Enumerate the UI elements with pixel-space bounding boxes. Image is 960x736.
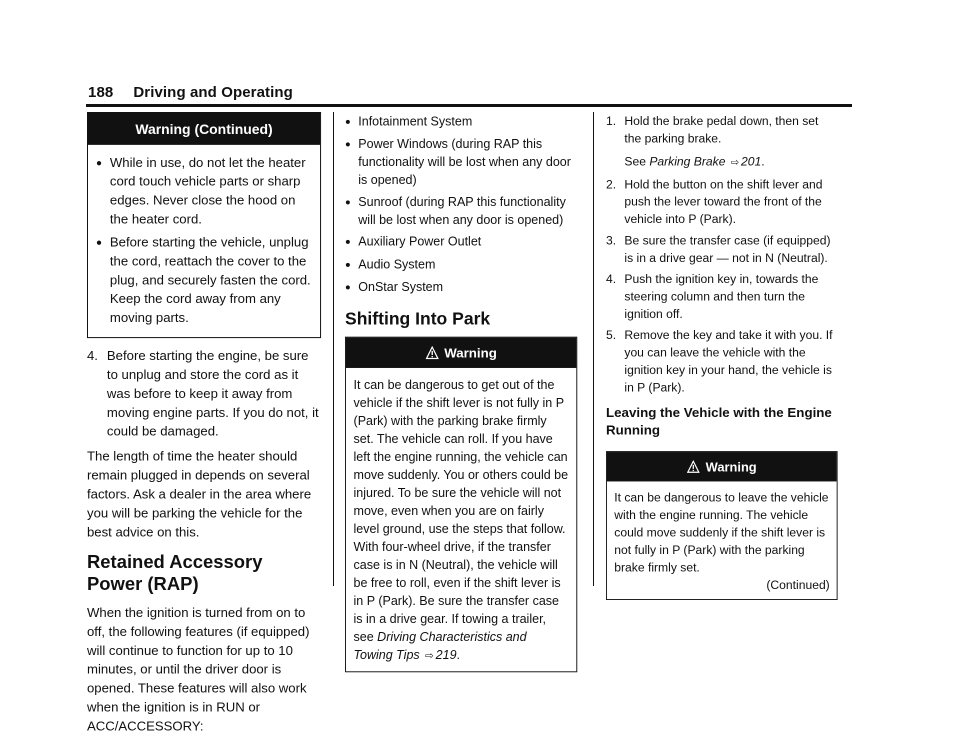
list-item-text: Infotainment System [358, 113, 473, 129]
step-2 [606, 175, 838, 227]
bullet-icon: ● [345, 237, 351, 248]
step-text: Before starting the engine, be sure to unplug and store the cord as it was before to keep it away from moving engine parts. If you do not, it could be damaged. [106, 348, 319, 439]
step-1 [606, 112, 838, 147]
cross-reference[interactable]: Parking Brake [649, 154, 726, 169]
warning-header [607, 452, 837, 481]
warning-title: Warning (Continued) [135, 120, 273, 137]
list-item [345, 193, 577, 229]
warning-box [606, 451, 838, 600]
list-item [345, 255, 577, 274]
warning-body [607, 481, 837, 599]
heater-paragraph: The length of time the heater should remain plugged in depends on several factors. Ask a dealer in the area where you will be parking the vehicle for the best advice on this. [87, 448, 312, 540]
warning-text: It can be dangerous to get out of the vehicle if the shift lever is not fully in P (Park) with the parking brake firmly set. The vehicle can roll. If you have left the engine running, the vehicle can move suddenly. You or others could be injured. To be sure the vehicle will not move, even when you are on fairly level ground, use the steps that follow. With four-wheel drive, if the transfer case is in N (Neutral), the vehicle will be free to roll, even if the shift lever is in P (Park). Be sure the transfer case is in a drive gear. If towing a trailer, see [353, 377, 569, 644]
list-item-text: Audio System [358, 257, 436, 272]
column-2 [345, 112, 577, 672]
park-heading: Shifting Into Park [345, 308, 491, 329]
bullet-icon: ● [345, 282, 351, 294]
page-reference-icon: ⇨ [425, 650, 434, 662]
step-number: 3. [606, 233, 617, 248]
step-number: 5. [606, 327, 617, 342]
warning-triangle-icon [687, 460, 700, 473]
warning-header [88, 113, 320, 145]
column-3 [606, 112, 838, 600]
step-3 [606, 231, 838, 266]
page-reference-icon: ⇨ [730, 157, 740, 169]
see-label: See [624, 154, 646, 169]
list-item-text: Power Windows (during RAP this functionality will be lost when any door is opened) [358, 136, 571, 187]
list-item [345, 278, 577, 297]
bullet-icon: ● [345, 116, 351, 128]
step-text: Hold the brake pedal down, then set the parking brake. [624, 113, 819, 146]
step-text: Hold the button on the shift lever and push the lever toward the front of the vehicle into P (Park). [624, 177, 823, 226]
rap-paragraph: When the ignition is turned from on to off, the following features (if equipped) will continue to function for up to 10 minutes, or until the driver door is opened. These features will also work when the ignition is in RUN or ACC/ACCESSORY: [87, 605, 310, 734]
warning-title: Warning [444, 345, 497, 361]
cross-reference-page[interactable]: 219 [435, 647, 457, 662]
warning-title: Warning [705, 459, 757, 475]
see-reference: See Parking Brake ⇨ 201. [624, 154, 765, 169]
rap-heading: Retained Accessory Power (RAP) [87, 551, 263, 595]
step-number: 4. [87, 348, 98, 363]
page-number: 188 [88, 84, 114, 101]
step-4 [606, 270, 838, 322]
warning-box-continued [87, 112, 321, 338]
list-item-text: OnStar System [358, 279, 444, 295]
cross-reference-page[interactable]: 201 [740, 154, 762, 169]
step-text: Push the ignition key in, towards the steering column and then turn the ignition off. [624, 271, 819, 321]
column-divider-1 [333, 112, 334, 586]
step-number: 4. [606, 271, 617, 286]
step-5 [606, 326, 838, 396]
warning-triangle-icon [425, 346, 438, 359]
column-divider-2 [593, 112, 594, 586]
list-item-text: Before starting the vehicle, unplug the cord, reattach the cover to the plug, and securely fasten the cord. Keep the cord away from any moving parts. [109, 234, 311, 326]
warning-header [346, 338, 576, 368]
step-number: 2. [606, 177, 617, 192]
section-title: Driving and Operating [133, 84, 293, 101]
header-rule [86, 104, 852, 107]
step-text: Remove the key and take it with you. If you can leave the vehicle with the ignition key in your hand, the vehicle is in P (Park). [624, 327, 833, 395]
bullet-icon: ● [95, 237, 102, 249]
cross-reference[interactable]: Driving Characteristics and Towing Tips [353, 629, 527, 662]
continued-label: (Continued) [766, 577, 830, 592]
list-item-text: Sunroof (during RAP this functionality will be lost when any door is opened) [358, 194, 566, 227]
list-item [345, 232, 577, 251]
warning-body [88, 145, 320, 337]
bullet-icon: ● [345, 197, 351, 208]
list-item-text: Auxiliary Power Outlet [358, 234, 482, 249]
list-item [345, 112, 577, 131]
warning-body: It can be dangerous to get out of the vehicle if the shift lever is not fully in P (Park) with the parking brake firmly set. The vehicle can roll. If you have left the engine running, the vehicle can move suddenly. You or others could be injured. To be sure the vehicle will not move, even when you are on fairly level ground, use the steps that follow. With four-wheel drive, if the transfer case is in N (Neutral), the vehicle will be free to roll, even if the shift lever is in P (Park). Be sure the transfer case is in a drive gear. If towing a trailer, see Driving Characteristics and Towing Tips ⇨ 219. [353, 377, 569, 662]
list-item-text: While in use, do not let the heater cord touch vehicle parts or sharp edges. Never close the hood on the heater cord. [109, 154, 306, 227]
step-4 [87, 346, 321, 441]
bullet-icon: ● [345, 259, 351, 271]
list-item [96, 153, 312, 229]
list-item [96, 233, 312, 328]
bullet-icon: ● [95, 157, 102, 169]
bullet-icon: ● [345, 139, 351, 150]
running-header [88, 84, 293, 101]
list-item [345, 135, 577, 189]
step-number: 1. [606, 113, 617, 128]
step-text: Be sure the transfer case (if equipped) is in a drive gear — not in N (Neutral). [624, 233, 831, 265]
column-1 [87, 112, 321, 735]
warning-box [345, 337, 577, 673]
leaving-heading: Leaving the Vehicle with the Engine Running [606, 406, 832, 439]
warning-text: It can be dangerous to leave the vehicle with the engine running. The vehicle could move suddenly if the shift lever is not fully in P (Park) with the parking brake firmly set. [614, 490, 829, 575]
